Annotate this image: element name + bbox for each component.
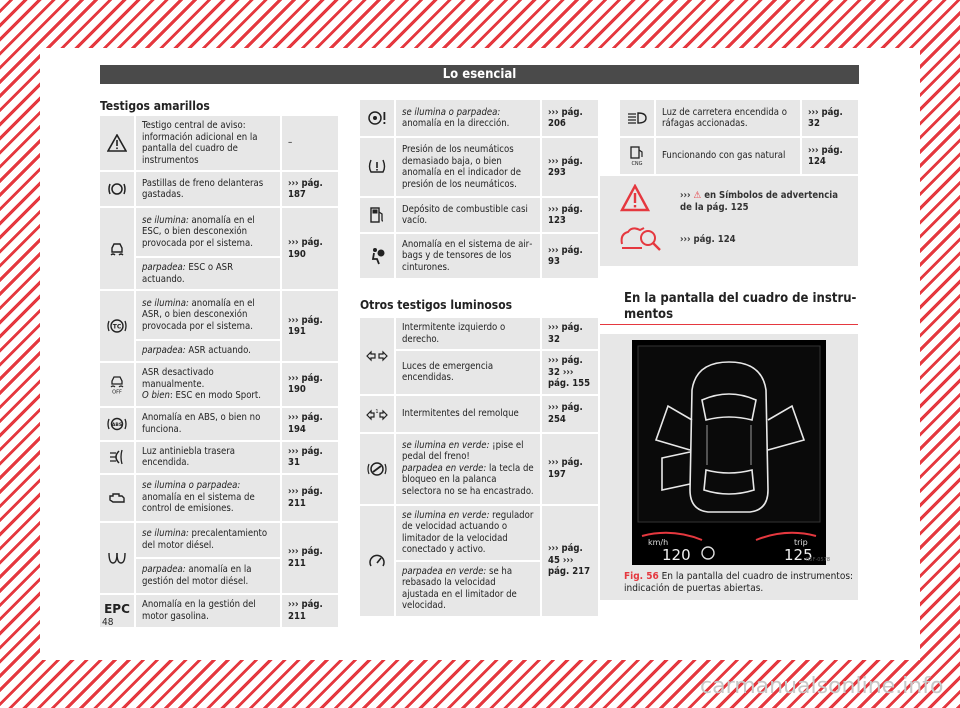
table-row	[360, 318, 600, 351]
row-description: se ilumina o parpadea: anomalía en el sistema de control de emisiones.	[136, 475, 282, 523]
row-description: se ilumina en verde: ¡pise el pedal del freno! parpadea en verde: la tecla de bloqueo en la palanca selectora no se ha encastrado.	[396, 434, 542, 506]
row-reference: ››› pág. 197	[542, 434, 600, 506]
row-reference: ››› pág. 211	[282, 523, 340, 595]
row-description: parpadea: ESC o ASR actuando.	[136, 258, 282, 291]
row-reference: –	[282, 116, 340, 172]
row-reference: ››› pág. 191	[282, 291, 340, 363]
warning-triangle-icon	[620, 184, 650, 212]
table-row	[620, 138, 860, 176]
trip-label: trip	[794, 538, 808, 547]
warning-reference-1[interactable]: ››› ⚠ en Símbolos de advertencia de la pág. 125	[680, 190, 838, 213]
row-reference: ››› pág. 124	[802, 138, 860, 176]
warning-reference-2[interactable]: ››› pág. 124	[680, 234, 736, 245]
high-beam-icon	[620, 100, 656, 138]
svg-text:1: 1	[375, 408, 379, 415]
svg-text:CNG: CNG	[631, 161, 643, 166]
section-title-instrument-display: En la pantalla del cuadro de instrumentos	[624, 291, 857, 322]
epc-icon: EPC	[100, 595, 136, 629]
row-description: Funcionando con gas natural	[656, 138, 802, 176]
environment-note-icon	[618, 224, 662, 252]
brake-pedal-icon	[360, 434, 396, 506]
table-row	[100, 523, 340, 559]
row-description: Intermitentes del remolque	[396, 396, 542, 434]
row-description: se ilumina: anomalía en el ASR, o bien desconexión provocada por el sistema.	[136, 291, 282, 341]
row-description: Anomalía en ABS, o bien no funciona.	[136, 408, 282, 442]
esc-off-icon	[100, 363, 136, 408]
table-row	[360, 198, 600, 234]
svg-text:ABS: ABS	[111, 422, 123, 428]
warning-triangle-icon	[100, 116, 136, 172]
row-reference: ››› pág. 93	[542, 234, 600, 280]
fuel-icon	[360, 198, 396, 234]
section-title-other-lights: Otros testigos luminosos	[360, 298, 513, 312]
row-description: ASR desactivado manualmente. O bien: ESC en modo Sport.	[136, 363, 282, 408]
row-reference: ››› pág. 123	[542, 198, 600, 234]
warning-box	[600, 176, 858, 266]
row-reference: ››› pág. 187	[282, 172, 340, 208]
airbag-icon	[360, 234, 396, 280]
row-description: Presión de los neumáticos demasiado baja, o bien anomalía en el indicador de presión de los neumáticos.	[396, 138, 542, 198]
table-row	[100, 442, 340, 475]
table-row	[360, 351, 600, 396]
table-row	[100, 291, 340, 341]
page-number: 48	[102, 617, 114, 628]
row-description: se ilumina: precalentamiento del motor diésel.	[136, 523, 282, 559]
esc-icon	[100, 208, 136, 291]
glow-plug-icon	[100, 523, 136, 595]
row-reference: ››› pág. 206	[542, 100, 600, 138]
row-description: Testigo central de aviso: información adicional en la pantalla del cuadro de instrumentos	[136, 116, 282, 172]
table-row	[100, 208, 340, 258]
tire-pressure-icon	[360, 138, 396, 198]
cruise-control-icon	[360, 506, 396, 618]
row-reference: ››› pág. 293	[542, 138, 600, 198]
row-reference: ››› pág. 32 ››› pág. 155	[542, 351, 600, 396]
table-row	[360, 396, 600, 434]
brake-pad-icon	[100, 172, 136, 208]
row-description: Anomalía en el sistema de airbags y de tensores de los cinturones.	[396, 234, 542, 280]
table-row	[360, 434, 600, 506]
cng-icon	[620, 138, 656, 176]
other-lights-table-cont	[620, 100, 860, 176]
trip-value: 125	[784, 546, 813, 564]
steering-warning-icon	[360, 100, 396, 138]
row-description: Luz de carretera encendida o ráfagas accionadas.	[656, 100, 802, 138]
section-divider	[600, 324, 858, 325]
row-description: se ilumina: anomalía en el ESC, o bien desconexión provocada por el sistema.	[136, 208, 282, 258]
amber-lights-table-cont	[360, 100, 600, 280]
turn-signal-icon	[360, 318, 396, 396]
table-row	[360, 138, 600, 198]
row-reference: ››› pág. 32	[802, 100, 860, 138]
row-description: parpadea: ASR actuando.	[136, 341, 282, 363]
row-reference: ››› pág. 211	[282, 475, 340, 523]
row-reference: ››› pág. 32	[542, 318, 600, 351]
row-reference: ››› pág. 194	[282, 408, 340, 442]
row-description: se ilumina en verde: regulador de velocidad actuando o limitador de la velocidad conectado y activo.	[396, 506, 542, 562]
tc-icon	[100, 291, 136, 363]
table-row	[360, 506, 600, 562]
speed-value: 120	[662, 546, 691, 564]
table-row	[100, 116, 340, 172]
figure-caption: Fig. 56 En la pantalla del cuadro de instrumentos: indicación de puertas abiertas.	[624, 571, 854, 594]
instrument-display-figure	[632, 340, 826, 565]
table-row	[100, 363, 340, 408]
amber-lights-table	[100, 116, 340, 629]
speed-unit-label: km/h	[648, 538, 669, 547]
other-lights-table	[360, 318, 600, 618]
table-row	[100, 172, 340, 208]
rear-fog-icon	[100, 442, 136, 475]
table-row	[360, 100, 600, 138]
page-header: Lo esencial	[100, 65, 859, 84]
row-description: Luz antiniebla trasera encendida.	[136, 442, 282, 475]
watermark: carmanualsonline.info	[700, 674, 944, 699]
row-reference: ››› pág. 190	[282, 208, 340, 291]
row-description: Anomalía en la gestión del motor gasolina.	[136, 595, 282, 629]
svg-text:OFF: OFF	[112, 389, 122, 395]
row-description: Depósito de combustible casi vacío.	[396, 198, 542, 234]
figure-code: B5F-0578	[806, 557, 831, 563]
row-reference: ››› pág. 190	[282, 363, 340, 408]
table-row	[100, 595, 340, 629]
section-title-amber-lights: Testigos amarillos	[100, 99, 210, 113]
row-description: Pastillas de freno delanteras gastadas.	[136, 172, 282, 208]
row-reference: ››› pág. 211	[282, 595, 340, 629]
row-description: Luces de emergencia encendidas.	[396, 351, 542, 396]
table-row	[100, 475, 340, 523]
row-reference: ››› pág. 31	[282, 442, 340, 475]
engine-icon	[100, 475, 136, 523]
abs-icon	[100, 408, 136, 442]
trailer-signal-icon	[360, 396, 396, 434]
table-row	[620, 100, 860, 138]
row-description: parpadea: anomalía en la gestión del motor diésel.	[136, 559, 282, 595]
row-reference: ››› pág. 45 ››› pág. 217	[542, 506, 600, 618]
row-reference: ››› pág. 254	[542, 396, 600, 434]
table-row	[360, 234, 600, 280]
row-description: Intermitente izquierdo o derecho.	[396, 318, 542, 351]
row-description: se ilumina o parpadea: anomalía en la dirección.	[396, 100, 542, 138]
table-row	[100, 408, 340, 442]
svg-text:TC: TC	[112, 323, 122, 331]
row-description: parpadea en verde: se ha rebasado la velocidad ajustada en el limitador de velocidad.	[396, 562, 542, 618]
